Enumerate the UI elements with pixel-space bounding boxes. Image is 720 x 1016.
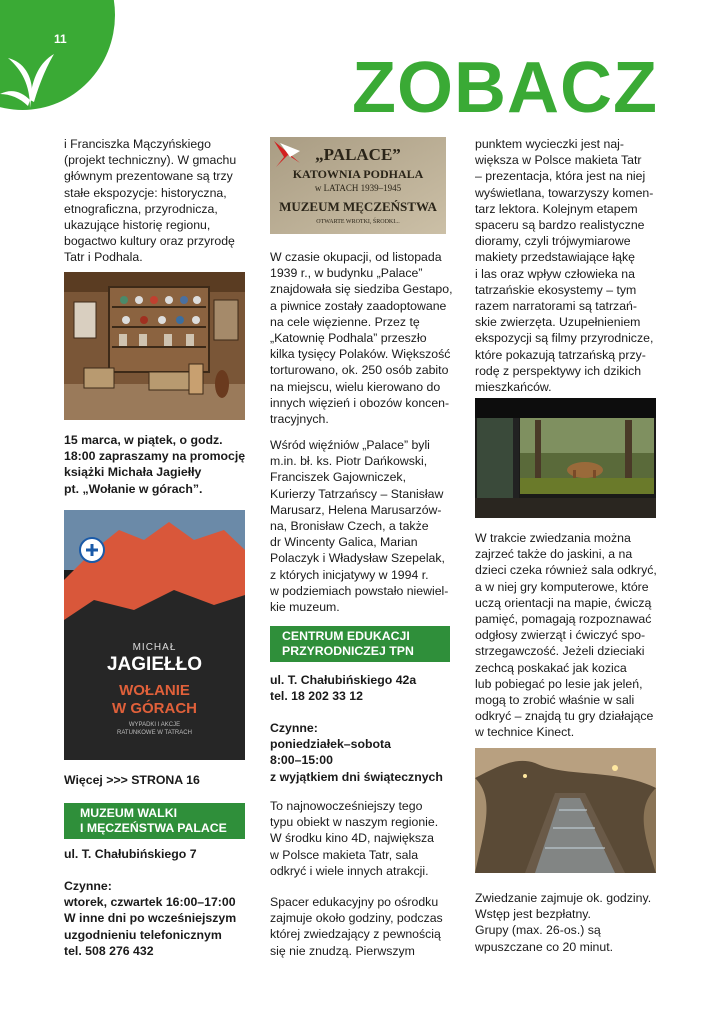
palace-museum-heading: MUZEUM WALKI I MĘCZEŃSTWA PALACE: [64, 803, 245, 839]
tpn-description-paragraph: To najnowocześniejszy tego typu obiekt w naszym regionie. W środku kino 4D, największa w Polsce makieta Tatr, sala odkryć i wiele innych atrakcji.: [270, 799, 439, 878]
more-link[interactable]: Więcej >>> STRONA 16: [64, 773, 200, 787]
palace-hours: Czynne: wtorek, czwartek 16:00–17:00 W inne dni po wcześniejszym uzgodnieniu telefonicznym tel. 508 276 432: [64, 879, 237, 958]
book-author-first: MICHAŁ: [132, 642, 177, 653]
plaque-line-5: OTWARTE WROTKI, ŚRODKI...: [316, 219, 400, 225]
palace-prisoners-paragraph: Wśród więźniów „Palace” byli m.in. bł. ks. Piotr Dańkowski, Franciszek Gajowniczek, Kurierzy Tatrzańscy – Stanisław Marusarz, Helena Marusarzów- na, Bronisław Czech, a także dr Wincenty Galica, Marian Polaczyk i Władysław Szepelak, z których inicjatywy w 1994 r. w podziemiach powstało niewiel- kie muzeum.: [270, 438, 449, 615]
book-subtitle-line2: RATUNKOWE W TATRACH: [117, 730, 192, 736]
intro-paragraph: i Franciszka Mączyńskiego (projekt techniczny). W gmachu głównym prezentowane są trzy stałe ekspozycje: historyczna, etnograficzna, przyrodnicza, ukazujące historię regionu, bogactwo kultury oraz przyrodę Tatr i Podhala.: [64, 137, 237, 265]
museum-interior-photo: [64, 272, 245, 420]
tpn-walk-paragraph: Spacer edukacyjny po ośrodku zajmuje około godziny, podczas której zwiedzający z pewnością się nie znudzą. Pierwszym: [270, 895, 443, 958]
plaque-line-2: KATOWNIA PODHALA: [292, 167, 424, 181]
diorama-photo: [475, 398, 656, 518]
cave-photo: [475, 748, 656, 873]
palace-history-paragraph: W czasie okupacji, od listopada 1939 r., w budynku „Palace” znajdowała się siedziba Gestapo, a piwnice zostały zaadoptowane na cele więzienne. Przez tę „Katownię Podhala” przeszło kilka tysięcy Polaków. Większość torturowano, ok. 250 osób zabito na miejscu, wielu kierowano do innych więzień i obozów koncen- tracyjnych.: [270, 250, 453, 427]
tpn-address: ul. T. Chałubińskiego 42a tel. 18 202 33 12: [270, 673, 417, 704]
book-title-line2: W GÓRACH: [112, 700, 197, 717]
book-subtitle-line1: WYPADKI I AKCJE: [128, 722, 181, 728]
book-author-last: JAGIEŁŁO: [106, 654, 202, 675]
book-event-announcement: 15 marca, w piątek, o godz. 18:00 zapraszamy na promocję książki Michała Jagiełły pt. „Wołanie w górach”.: [64, 433, 246, 496]
page-title: ZOBACZ: [352, 48, 658, 128]
cave-paragraph: W trakcie zwiedzania można zajrzeć także do jaskini, a na dzieci czeka również sala odkryć, a w niej gry komputerowe, które uczą orientacji na mapie, ćwiczą pamięć, pomagają rozpoznawać odgłosy zwierząt i ćwiczyć spo- strzegawczość. Jeżeli dzieciaki zechcą poskakać jak kozica lub pobiegać po lesie jak jeleń, mogą to zrobić właśnie w sali odkryć – znajdą tu gry działające w technice Kinect.: [475, 531, 657, 740]
tpn-hours: Czynne: poniedziałek–sobota 8:00–15:00 z wyjątkiem dni świątecznych: [270, 721, 443, 784]
tour-paragraph: punktem wycieczki jest naj- większa w Polsce makieta Tatr – prezentacja, która jest na niej wyświetlana, towarzyszy komen- tarz lektora. Kolejnym etapem spaceru są bardzo realistyczne dioramy, czyli trójwymiarowe makiety przedstawiające łąkę i las oraz wpływ człowieka na tatrzańskie ekosystemy – tym razem narratorami są tatrzań- skie zwierzęta. Uzupełnieniem ekspozycji są filmy przyrodnicze, które pokazują tatrzańską przy- rodę z perspektywy ich dzikich mieszkańców.: [475, 137, 654, 395]
plaque-line-1: „PALACE”: [315, 145, 401, 164]
palace-plaque-photo: [270, 137, 446, 234]
palace-address: ul. T. Chałubińskiego 7: [64, 847, 197, 861]
tpn-centre-heading: CENTRUM EDUKACJI PRZYRODNICZEJ TPN: [270, 626, 450, 662]
plaque-line-3: w LATACH 1939–1945: [314, 183, 402, 193]
leaf-logo-icon: [0, 30, 60, 110]
book-title-line1: WOŁANIE: [119, 682, 190, 699]
plaque-line-4: MUZEUM MĘCZEŃSTWA: [279, 199, 437, 214]
page-number: 11: [54, 32, 67, 46]
visit-info-paragraph: Zwiedzanie zajmuje ok. godziny. Wstęp jest bezpłatny. Grupy (max. 26-os.) są wpuszczane co 20 minut.: [475, 891, 652, 954]
book-cover: [64, 510, 245, 760]
